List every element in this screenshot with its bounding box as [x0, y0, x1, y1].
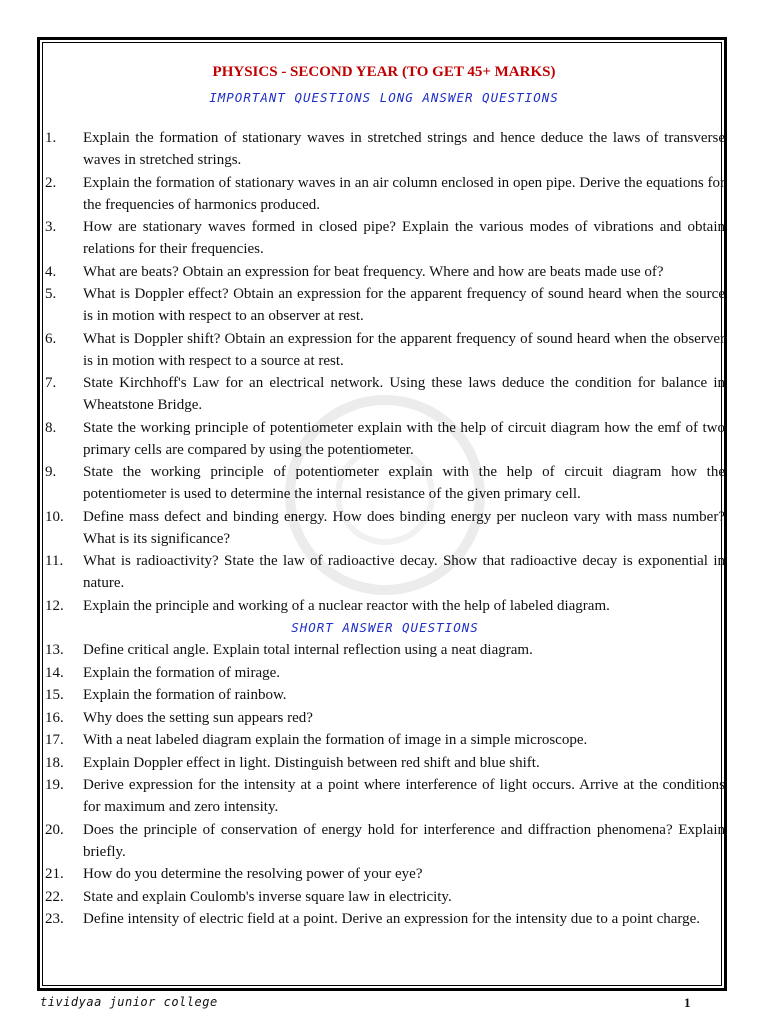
question-number: 8. [45, 419, 57, 436]
question-item [45, 684, 725, 706]
question-text: State and explain Coulomb's inverse square law in electricity. [83, 888, 452, 905]
question-text: Define mass defect and binding energy. How does binding energy per nucleon vary with mass number? What is its significance? [83, 508, 725, 547]
question-number: 3. [45, 219, 57, 235]
question-number: 18. [45, 754, 64, 771]
question-text: State Kirchhoff's Law for an electrical network. Using these laws deduce the condition for balance in Wheatstone Bridge. [83, 375, 725, 413]
question-item [45, 506, 725, 550]
question-number: 13. [45, 642, 64, 658]
question-text: Derive expression for the intensity at a point where interference of light occurs. Arrive at the conditions for maximum and zero intensity. [83, 777, 725, 815]
question-text: Why does the setting sun appears red? [83, 709, 313, 726]
question-text: Explain the formation of stationary waves in stretched strings and hence deduce the laws of transverse waves in stretched strings. [83, 130, 725, 168]
page-number: 1 [684, 995, 691, 1010]
question-item [45, 283, 725, 327]
question-item [45, 752, 725, 774]
question-item [45, 886, 725, 908]
question-number: 15. [45, 687, 64, 703]
question-text: Explain the formation of stationary waves in an air column enclosed in open pipe. Derive the equations for the frequencies of harmonics produced. [83, 174, 725, 213]
question-text: With a neat labeled diagram explain the formation of image in a simple microscope. [83, 732, 588, 748]
question-number: 7. [45, 375, 57, 391]
question-number: 16. [45, 709, 64, 726]
question-number: 20. [45, 821, 64, 838]
page-title: PHYSICS - SECOND YEAR (TO GET 45+ MARKS) [212, 64, 556, 80]
question-item [45, 908, 725, 930]
question-text: Explain the principle and working of a nuclear reactor with the help of labeled diagram. [83, 597, 610, 614]
question-number: 1. [45, 130, 57, 146]
question-item [45, 863, 725, 885]
question-text: How are stationary waves formed in closed pipe? Explain the various modes of vibrations and obtain relations for their frequencies. [83, 219, 725, 257]
question-text: Define critical angle. Explain total internal reflection using a neat diagram. [83, 642, 533, 658]
question-number: 2. [45, 174, 57, 191]
question-item [45, 328, 725, 372]
question-number: 6. [45, 330, 57, 347]
question-item [45, 417, 725, 461]
question-number: 5. [45, 286, 57, 302]
question-text: What is Doppler shift? Obtain an expression for the apparent frequency of sound heard when the observer is in motion with respect to a source at rest. [83, 330, 725, 369]
question-item [45, 372, 725, 416]
footer-college: tividyaa junior college [40, 995, 218, 1009]
long-section-heading: IMPORTANT QUESTIONS LONG ANSWER QUESTIONS [209, 90, 559, 105]
question-number: 19. [45, 777, 64, 793]
question-item [45, 461, 725, 505]
question-number: 4. [45, 263, 57, 280]
short-section-heading: SHORT ANSWER QUESTIONS [291, 620, 479, 635]
question-item [45, 595, 725, 617]
question-number: 12. [45, 597, 64, 614]
question-text: How do you determine the resolving power of your eye? [83, 866, 423, 882]
question-number: 14. [45, 664, 64, 681]
question-text: What is radioactivity? State the law of radioactive decay. Show that radioactive decay is exponential in nature. [83, 553, 725, 591]
question-number: 21. [45, 866, 64, 882]
question-number: 23. [45, 911, 64, 927]
long-questions [45, 127, 725, 617]
question-item [45, 127, 725, 171]
question-item [45, 550, 725, 594]
question-number: 17. [45, 732, 64, 748]
question-text: Does the principle of conservation of energy hold for interference and diffraction phenomena? Explain briefly. [83, 821, 725, 860]
question-number: 9. [45, 464, 57, 480]
short-questions [45, 639, 725, 930]
question-text: Explain the formation of rainbow. [83, 687, 287, 703]
question-item [45, 216, 725, 260]
question-text: What are beats? Obtain an expression for beat frequency. Where and how are beats made use of? [83, 263, 664, 280]
question-text: State the working principle of potentiometer explain with the help of circuit diagram how the potentiometer is used to determine the internal resistance of the given primary cell. [83, 464, 725, 502]
question-item [45, 774, 725, 818]
question-text: Explain Doppler effect in light. Distinguish between red shift and blue shift. [83, 754, 540, 771]
question-text: Define intensity of electric field at a point. Derive an expression for the intensity due to a point charge. [83, 911, 701, 927]
question-item [45, 261, 725, 283]
question-item [45, 707, 725, 729]
question-item [45, 729, 725, 751]
question-number: 11. [45, 553, 64, 569]
question-item [45, 172, 725, 216]
question-item [45, 662, 725, 684]
question-number: 22. [45, 888, 64, 905]
question-text: What is Doppler effect? Obtain an expression for the apparent frequency of sound heard when the source is in motion with respect to an observer at rest. [83, 286, 725, 324]
question-number: 10. [45, 508, 64, 525]
question-text: State the working principle of potentiometer explain with the help of circuit diagram how the emf of two primary cells are compared by using the potentiometer. [83, 419, 725, 458]
question-item [45, 819, 725, 863]
question-item [45, 639, 725, 661]
question-list [45, 127, 725, 931]
question-text: Explain the formation of mirage. [83, 664, 281, 681]
